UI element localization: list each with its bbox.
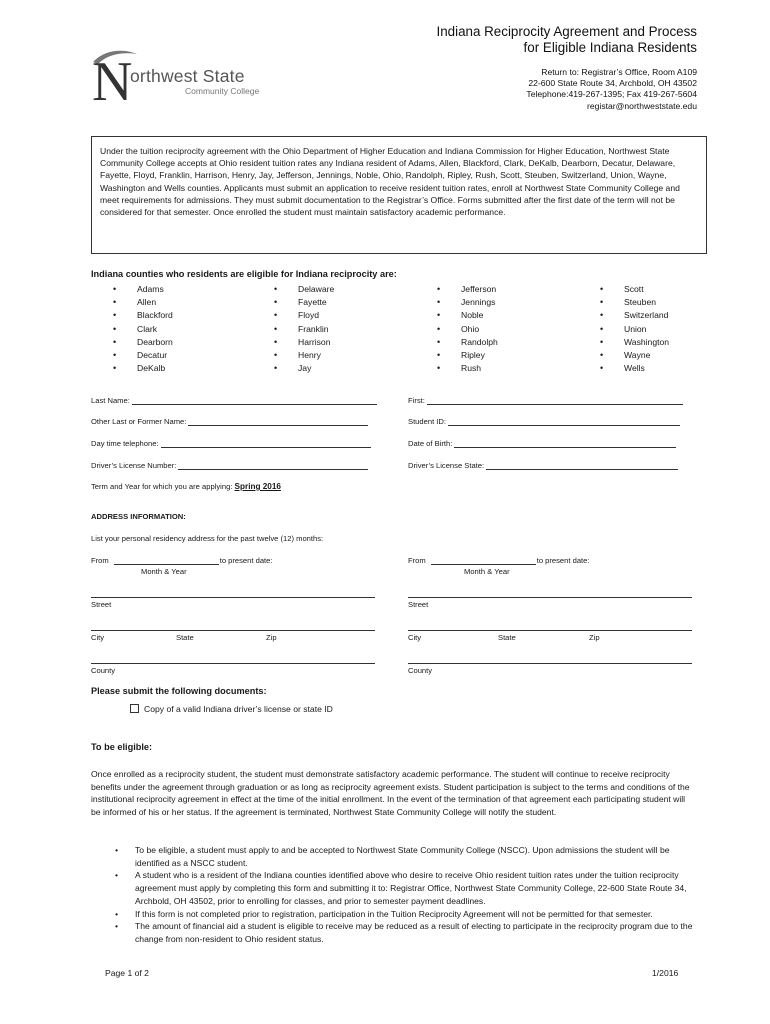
- street-label-left: Street: [91, 600, 112, 609]
- day-phone-label: Day time telephone:: [91, 439, 159, 448]
- from-label-right: From: [408, 556, 426, 565]
- street-line-left[interactable]: [91, 597, 375, 598]
- last-name-field[interactable]: [91, 395, 377, 405]
- city-label-right: City: [408, 633, 422, 642]
- phone-fax: Telephone:419-267-1395; Fax 419-267-5604: [526, 89, 697, 100]
- eligibility-paragraph: Once enrolled as a reciprocity student, the student must demonstrate satisfactory academic performance. The student will continue to receive reciprocity benefits under the agreement through graduation or as long as reciprocity agreement exists. Student participation is subject to the terms and conditions of the institutional reciprocity agreement in effect at the time of the initial enrollment. In the event of the termination of that agreement each participating student will be informed of his or her status. If the agreement is terminated, Northwest State Community College will notify the student.: [91, 769, 690, 818]
- state-label-right: State: [498, 633, 516, 642]
- last-name-label: Last Name:: [91, 396, 130, 405]
- other-name-label: Other Last or Former Name:: [91, 417, 187, 426]
- documents-heading: Please submit the following documents:: [91, 686, 267, 696]
- county-item: • Jennings: [435, 296, 498, 309]
- city-line-left[interactable]: [91, 630, 375, 631]
- address-instruction: List your personal residency address for the past twelve (12) months:: [91, 534, 324, 543]
- city-label-left: City: [91, 633, 105, 642]
- from-date-field-right[interactable]: [408, 555, 590, 565]
- student-id-field[interactable]: [408, 416, 680, 426]
- street-label-right: Street: [408, 600, 429, 609]
- logo-letter: N: [92, 51, 133, 113]
- day-phone-field[interactable]: [91, 438, 371, 448]
- county-list-col-3: [435, 283, 498, 375]
- dl-number-field[interactable]: [91, 460, 368, 470]
- intro-text-box: Under the tuition reciprocity agreement with the Ohio Department of Higher Education and Indiana Commission for Higher Education, Northwest State Community College accepts at Ohio resident tuition rates any Indiana resident of Adams, Allen, Blackford, Clark, DeKalb, Dearborn, Decatur, Delaware, Fayette, Floyd, Franklin, Harrison, Henry, Jay, Jefferson, Jennings, Noble, Ohio, Randolph, Ripley, Rush, Scott, Steuben, Switzerland, Union, Wayne, Washington and Wells counties. Applicants must submit an application to receive resident tuition rates, enroll at Northwest State Community College and meet requirements for admissions. They must submit documentation to the Registrar’s Office. Forms submitted after the first date of the term will not be considered for that semester. Once enrolled the student must maintain satisfactory academic performance.: [91, 136, 707, 254]
- eligibility-item: • If this form is not completed prior to registration, participation in the Tuition Reciprocity Agreement will not be permitted for that semester.: [91, 908, 696, 921]
- dob-label: Date of Birth:: [408, 439, 453, 448]
- county-list-col-4: [598, 283, 669, 375]
- county-item: • Decatur: [111, 349, 173, 362]
- license-checkbox[interactable]: [130, 704, 139, 713]
- eligibility-list: [91, 844, 696, 946]
- from-date-line-left[interactable]: [114, 555, 219, 565]
- eligibility-item: • The amount of financial aid a student is eligible to receive may be reduced as a result of electing to participate in the reciprocity program due to the change from non-resident to Ohio resident status.: [91, 920, 696, 945]
- address-heading: ADDRESS INFORMATION:: [91, 512, 186, 521]
- month-year-label-right: Month & Year: [464, 567, 510, 576]
- county-item: • Union: [598, 323, 669, 336]
- county-line-left[interactable]: [91, 663, 375, 664]
- county-item: • Allen: [111, 296, 173, 309]
- county-item: • Blackford: [111, 309, 173, 322]
- other-name-field[interactable]: [91, 416, 368, 426]
- county-item: • Henry: [272, 349, 334, 362]
- eligibility-item: • A student who is a resident of the Indiana counties identified above who desire to receive Ohio resident tuition rates under the tuition reciprocity agreement must apply by completing this form and submitting it to: Registrar Office, Northwest State Community College, 22-600 State Route 34, Archbold, OH 43502, prior to enrolling for classes, and prior to semester payment deadlines.: [91, 869, 696, 907]
- county-item: • Switzerland: [598, 309, 669, 322]
- logo-name: orthwest State: [130, 66, 245, 86]
- dl-state-label: Driver’s License State:: [408, 461, 485, 470]
- first-name-field[interactable]: [408, 395, 683, 405]
- county-item: • Franklin: [272, 323, 334, 336]
- dl-state-line[interactable]: [486, 460, 678, 470]
- form-date: 1/2016: [652, 968, 679, 978]
- from-date-line-right[interactable]: [431, 555, 536, 565]
- county-item: • Adams: [111, 283, 173, 296]
- counties-heading: Indiana counties who residents are eligible for Indiana reciprocity are:: [91, 269, 397, 279]
- county-item: • Fayette: [272, 296, 334, 309]
- county-item: • Floyd: [272, 309, 334, 322]
- county-line-right[interactable]: [408, 663, 692, 664]
- eligibility-item: • To be eligible, a student must apply to and be accepted to Northwest State Community College (NSCC). Upon admissions the student will be identified as a NSCC student.: [91, 844, 696, 869]
- county-item: • Dearborn: [111, 336, 173, 349]
- first-name-label: First:: [408, 396, 425, 405]
- from-label-left: From: [91, 556, 109, 565]
- county-label-right: County: [408, 666, 433, 675]
- county-item: • Ohio: [435, 323, 498, 336]
- last-name-line[interactable]: [132, 395, 377, 405]
- student-id-line[interactable]: [448, 416, 680, 426]
- document-title: [436, 24, 697, 56]
- term-field: [91, 482, 281, 491]
- title-line-2: for Eligible Indiana Residents: [523, 40, 697, 55]
- county-label-left: County: [91, 666, 116, 675]
- street-address: 22-600 State Route 34, Archbold, OH 43502: [528, 78, 697, 89]
- county-item: • Washington: [598, 336, 669, 349]
- county-item: • Jefferson: [435, 283, 498, 296]
- return-to: Return to: Registrar’s Office, Room A109: [541, 67, 697, 77]
- term-value: Spring 2016: [234, 482, 281, 491]
- documents-item-label: Copy of a valid Indiana driver’s license or state ID: [144, 704, 333, 714]
- county-item: • Delaware: [272, 283, 334, 296]
- county-item: • Randolph: [435, 336, 498, 349]
- to-present-label-left: to present date:: [219, 556, 273, 565]
- logo-subtitle: Community College: [185, 86, 260, 96]
- return-address-block: [526, 67, 697, 112]
- other-name-line[interactable]: [188, 416, 368, 426]
- page-number: Page 1 of 2: [105, 968, 149, 978]
- county-item: • Rush: [435, 362, 498, 375]
- month-year-label-left: Month & Year: [141, 567, 187, 576]
- county-list-col-1: [111, 283, 173, 375]
- from-date-field-left[interactable]: [91, 555, 273, 565]
- zip-label-left: Zip: [266, 633, 277, 642]
- county-item: • Wayne: [598, 349, 669, 362]
- day-phone-line[interactable]: [161, 438, 371, 448]
- title-line-1: Indiana Reciprocity Agreement and Process: [436, 24, 697, 39]
- county-item: • Jay: [272, 362, 334, 375]
- state-label-left: State: [176, 633, 194, 642]
- term-label: Term and Year for which you are applying:: [91, 482, 233, 491]
- county-item: • DeKalb: [111, 362, 173, 375]
- city-line-right[interactable]: [408, 630, 692, 631]
- college-logo: [90, 48, 280, 113]
- zip-label-right: Zip: [589, 633, 600, 642]
- dl-number-line[interactable]: [178, 460, 368, 470]
- documents-item: [130, 704, 333, 714]
- student-id-label: Student ID:: [408, 417, 446, 426]
- county-item: • Noble: [435, 309, 498, 322]
- first-name-line[interactable]: [427, 395, 683, 405]
- county-list-col-2: [272, 283, 334, 375]
- county-item: • Clark: [111, 323, 173, 336]
- county-item: • Steuben: [598, 296, 669, 309]
- dob-line[interactable]: [454, 438, 676, 448]
- email-address: registar@northweststate.edu: [587, 100, 697, 111]
- street-line-right[interactable]: [408, 597, 692, 598]
- to-present-label-right: to present date:: [536, 556, 590, 565]
- dl-number-label: Driver’s License Number:: [91, 461, 177, 470]
- county-item: • Wells: [598, 362, 669, 375]
- county-item: • Scott: [598, 283, 669, 296]
- eligibility-heading: To be eligible:: [91, 742, 153, 752]
- dl-state-field[interactable]: [408, 460, 678, 470]
- dob-field[interactable]: [408, 438, 676, 448]
- county-item: • Ripley: [435, 349, 498, 362]
- county-item: • Harrison: [272, 336, 334, 349]
